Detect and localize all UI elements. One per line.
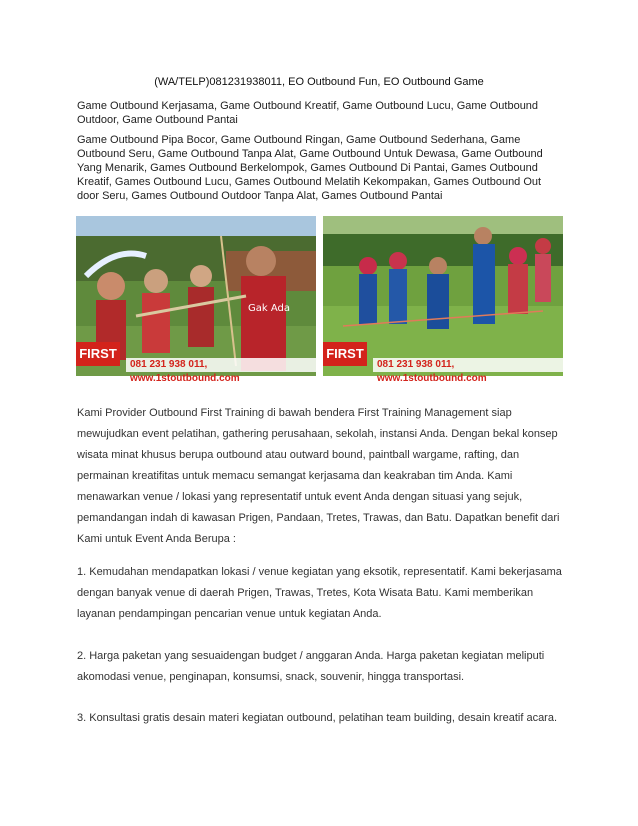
photo-caption: 081 231 938 011, www.1stoutbound.com bbox=[126, 358, 316, 372]
benefit-point-3: 3. Konsultasi gratis desain materi kegiatan outbound, pelatihan team building, desain kreatif acara. bbox=[77, 712, 558, 724]
outbound-photo-2 bbox=[323, 216, 563, 384]
first-logo: FIRST bbox=[76, 342, 120, 366]
benefit-point-1: 1. Kemudahan mendapatkan lokasi / venue kegiatan yang eksotik, representatif. Kami bekerjasama dengan banyak venue di daerah Prigen, Trawas, Tretes, Kota Wisata Batu. Kami memberikan layanan pendampingan pencarian venue untuk kegiatan Anda. bbox=[77, 566, 562, 620]
keywords-paragraph-2: Game Outbound Pipa Bocor, Game Outbound Ringan, Game Outbound Sederhana, Game Outbound Seru, Game Outbound Tanpa Alat, Game Outbound Untuk Dewasa, Game Outbound Yang Menarik, Games Outbound Berkelompok, Games Outbound Di Pantai, Games Outbound Kreatif, Games Outbound Lucu, Games Outbound Melatih Kekompakan, Games Outbound Out door Seru, Games Outbound Outdoor Tanpa Alat, Games Outbound Pantai bbox=[77, 134, 543, 202]
outbound-photo-1 bbox=[76, 216, 316, 384]
page-title: (WA/TELP)081231938011, EO Outbound Fun, EO Outbound Game bbox=[154, 76, 484, 88]
svg-text:Gak Ada: Gak Ada bbox=[248, 303, 290, 314]
keywords-paragraph-1: Game Outbound Kerjasama, Game Outbound Kreatif, Game Outbound Lucu, Game Outbound Outdoor, Game Outbound Pantai bbox=[77, 100, 539, 126]
first-logo: FIRST bbox=[323, 342, 367, 366]
benefit-point-2: 2. Harga paketan yang sesuaidengan budget / anggaran Anda. Harga paketan kegiatan meliputi akomodasi venue, penginapan, konsumsi, snack, souvenir, hingga transportasi. bbox=[77, 650, 545, 683]
photo-caption: 081 231 938 011, www.1stoutbound.com bbox=[373, 358, 563, 372]
intro-paragraph: Kami Provider Outbound First Training di bawah bendera First Training Management siap mewujudkan event pelatihan, gathering perusahaan, sekolah, instansi Anda. Dengan bekal konsep wisata minat khusus berupa outbound atau outward bound, paintball wargame, rafting, dan permainan kreatifitas untuk memacu semangat kerjasama dan keakraban tim Anda. Kami menawarkan venue / lokasi yang representatif untuk event Anda dengan situasi yang sejuk, pemandangan indah di kawasan Prigen, Pandaan, Tretes, Trawas, dan Batu. Dapatkan benefit dari Kami untuk Event Anda Berupa : bbox=[77, 407, 560, 545]
